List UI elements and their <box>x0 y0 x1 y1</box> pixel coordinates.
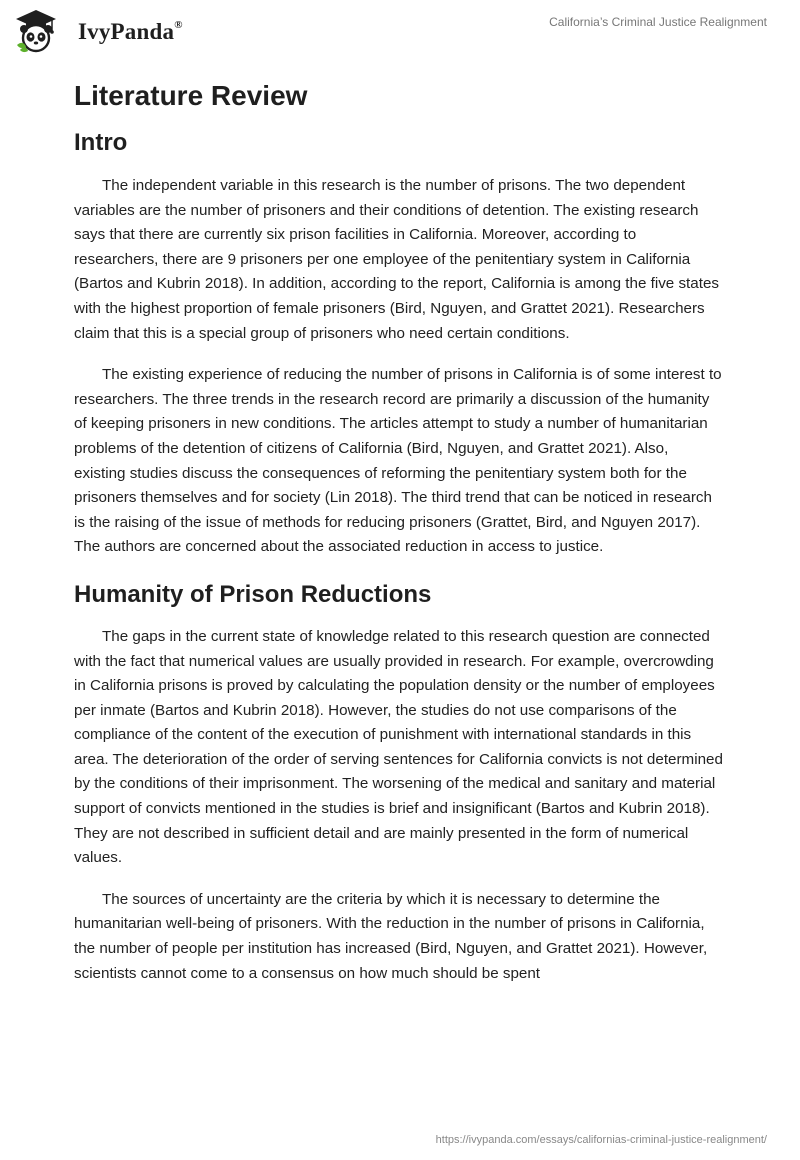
essay-content <box>74 70 724 1003</box>
paragraph: The existing experience of reducing the number of prisons in California is of some interest to researchers. The three trends in the research record are primarily a discussion of the humanity of keeping prisoners in new conditions. The articles attempt to study a number of humanitarian problems of the detention of citizens of California (Bird, Nguyen, and Grattet 2021). Also, existing studies discuss the consequences of reforming the penitentiary system both for the prisoners themselves and for society (Lin 2018). The third trend that can be noticed in research is the raising of the issue of methods for reducing prisoners (Grattet, Bird, and Nguyen 2017). The authors are concerned about the associated reduction in access to justice. <box>74 366 722 556</box>
registered-mark: ® <box>174 19 183 32</box>
document-title: California’s Criminal Justice Realignment <box>549 15 767 29</box>
paragraph: The sources of uncertainty are the criteria by which it is necessary to determine the humanitarian well-being of prisoners. With the reduction in the number of prisons in California, the number of people per institution has increased (Bird, Nguyen, and Grattet 2021). However, scientists cannot come to a consensus on how much should be spent <box>74 890 708 982</box>
paragraph: The independent variable in this research is the number of prisons. The two dependent variables are the number of prisoners and their conditions of detention. The existing research says that there are currently six prison facilities in California. Moreover, according to researchers, there are 9 prisoners per one employee of the penitentiary system in California (Bartos and Kubrin 2018). In addition, according to the report, California is among the five states with the highest proportion of female prisoners (Bird, Nguyen, and Grattet 2021). Researchers claim that this is a special group of prisoners who need certain conditions. <box>74 177 719 342</box>
brand-name: IvyPanda <box>78 19 175 44</box>
page-title: Literature Review <box>74 80 308 111</box>
section-heading-intro: Intro <box>74 129 128 156</box>
section-heading-humanity: Humanity of Prison Reductions <box>74 580 432 608</box>
page-header <box>0 0 800 60</box>
brand-logo-text[interactable] <box>78 19 183 45</box>
paragraph: The gaps in the current state of knowledge related to this research question are connected with the fact that numerical values are usually provided in research. For example, overcrowding in California prisons is proved by calculating the population density or the number of employees per inmate (Bartos and Kubrin 2018). However, the studies do not use comparisons of the compliance of the content of the execution of punishment with international standards in this area. The deterioration of the order of serving sentences for California convicts is not determined by the conditions of their imprisonment. The worsening of the medical and sanitary and material support of convicts mentioned in the studies is brief and insignificant (Bartos and Kubrin 2018). They are not described in sufficient detail and are mainly presented in the form of numerical values. <box>74 627 723 867</box>
source-url[interactable]: https://ivypanda.com/essays/californias-criminal-justice-realignment/ <box>435 1134 767 1146</box>
ivypanda-panda-logo-icon[interactable] <box>14 9 58 53</box>
